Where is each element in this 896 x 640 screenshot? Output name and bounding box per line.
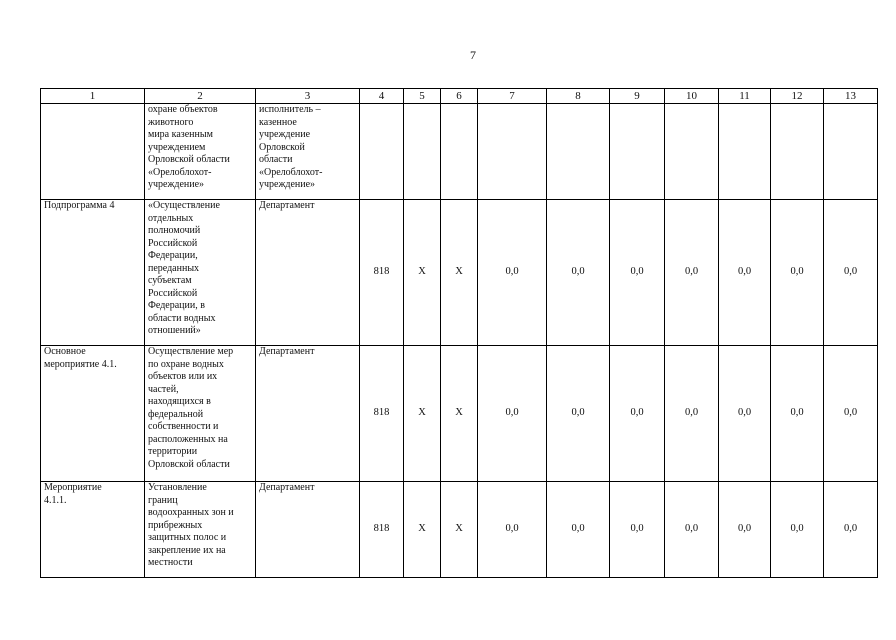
column-header: 11 <box>719 89 771 104</box>
cell-status: Основное мероприятие 4.1. <box>41 346 145 482</box>
cell-value <box>771 104 824 200</box>
cell-name: охране объектов животного мира казенным учреждением Орловской области «Орелоблохот- учреждение» <box>145 104 256 200</box>
cell-name: Осуществление мер по охране водных объектов или их частей, находящихся в федеральной собственности и расположенных на территории Орловской области <box>145 346 256 482</box>
cell-value: Х <box>404 200 441 346</box>
cell-value: 0,0 <box>771 346 824 482</box>
column-header: 9 <box>610 89 665 104</box>
cell-value: Х <box>441 200 478 346</box>
column-header: 13 <box>824 89 878 104</box>
cell-name: «Осуществление отдельных полномочий Российской Федерации, переданных субъектам Российской Федерации, в области водных отношений» <box>145 200 256 346</box>
cell-executor: исполнитель – казенное учреждение Орловской области «Орелоблохот- учреждение» <box>256 104 360 200</box>
cell-value: 818 <box>360 482 404 578</box>
column-header: 1 <box>41 89 145 104</box>
column-header: 10 <box>665 89 719 104</box>
cell-value <box>478 104 547 200</box>
cell-executor: Департамент <box>256 200 360 346</box>
column-header: 2 <box>145 89 256 104</box>
cell-name: Установление границ водоохранных зон и прибрежных защитных полос и закрепление их на местности <box>145 482 256 578</box>
cell-value: 0,0 <box>665 346 719 482</box>
header-row <box>41 89 878 104</box>
cell-value: 818 <box>360 346 404 482</box>
cell-status: Подпрограмма 4 <box>41 200 145 346</box>
cell-value: 0,0 <box>547 482 610 578</box>
cell-value: 0,0 <box>824 346 878 482</box>
cell-value: 0,0 <box>478 346 547 482</box>
cell-value: 0,0 <box>478 200 547 346</box>
cell-value: 0,0 <box>478 482 547 578</box>
column-header: 7 <box>478 89 547 104</box>
cell-value: 0,0 <box>824 482 878 578</box>
table-row <box>41 200 878 346</box>
column-header: 12 <box>771 89 824 104</box>
cell-value: 0,0 <box>719 482 771 578</box>
cell-value <box>610 104 665 200</box>
cell-value: 0,0 <box>665 200 719 346</box>
column-header: 8 <box>547 89 610 104</box>
page-number: 7 <box>470 48 476 62</box>
cell-value <box>824 104 878 200</box>
cell-value: Х <box>404 346 441 482</box>
cell-value: Х <box>404 482 441 578</box>
cell-value: 818 <box>360 200 404 346</box>
cell-value: 0,0 <box>719 200 771 346</box>
cell-executor: Департамент <box>256 482 360 578</box>
cell-value: 0,0 <box>547 200 610 346</box>
table-row <box>41 104 878 200</box>
cell-value: Х <box>441 346 478 482</box>
cell-value <box>665 104 719 200</box>
cell-value: 0,0 <box>824 200 878 346</box>
cell-value <box>360 104 404 200</box>
cell-status <box>41 104 145 200</box>
cell-value: 0,0 <box>665 482 719 578</box>
cell-executor: Департамент <box>256 346 360 482</box>
cell-value: 0,0 <box>771 482 824 578</box>
column-header: 6 <box>441 89 478 104</box>
column-header: 4 <box>360 89 404 104</box>
cell-value <box>547 104 610 200</box>
cell-value: 0,0 <box>547 346 610 482</box>
column-header: 3 <box>256 89 360 104</box>
cell-status: Мероприятие 4.1.1. <box>41 482 145 578</box>
cell-value <box>441 104 478 200</box>
cell-value: 0,0 <box>610 200 665 346</box>
cell-value <box>404 104 441 200</box>
cell-value: 0,0 <box>610 346 665 482</box>
table-row <box>41 346 878 482</box>
cell-value: 0,0 <box>719 346 771 482</box>
cell-value: 0,0 <box>771 200 824 346</box>
table-row <box>41 482 878 578</box>
cell-value: Х <box>441 482 478 578</box>
cell-value: 0,0 <box>610 482 665 578</box>
column-header: 5 <box>404 89 441 104</box>
program-table <box>40 88 878 578</box>
cell-value <box>719 104 771 200</box>
